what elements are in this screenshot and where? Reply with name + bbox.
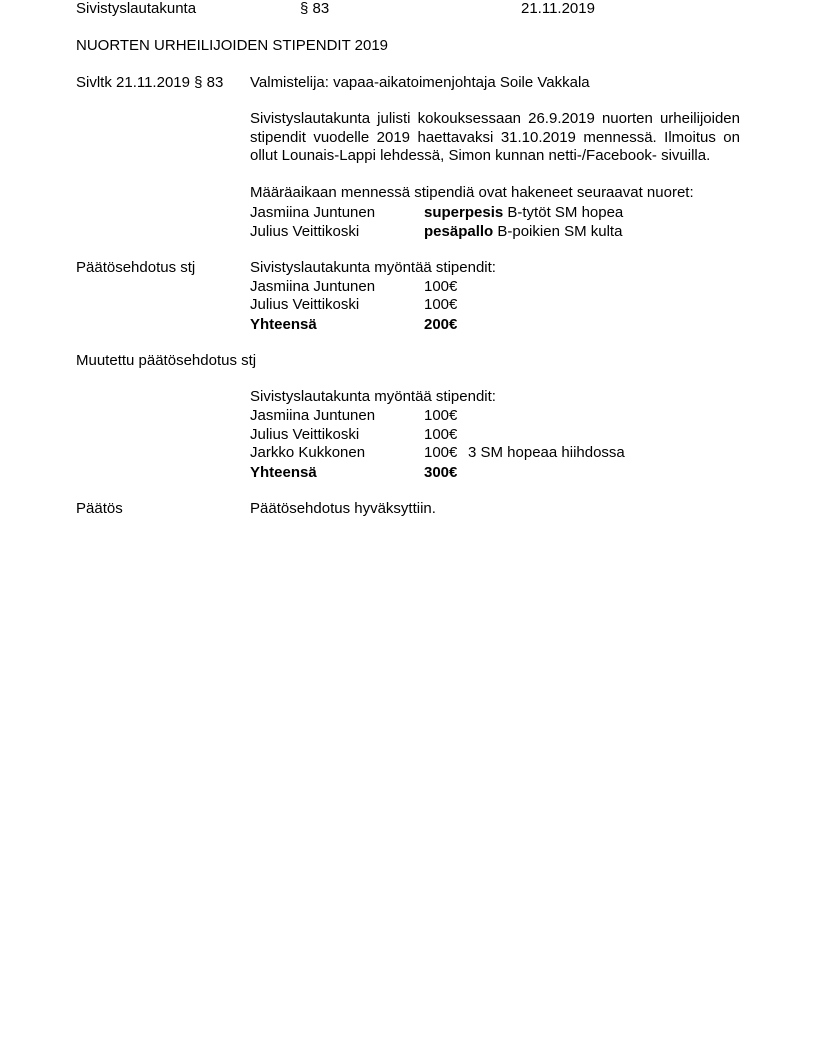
proposal-row-amount: 100€ — [424, 296, 458, 313]
modified-proposal-intro: Sivistyslautakunta myöntää stipendit: — [250, 388, 496, 405]
applicant-achievement: B-tytöt SM hopea — [503, 204, 624, 221]
applicant-detail — [424, 223, 622, 241]
applicant-sport: pesäpallo — [424, 223, 494, 240]
proposal-total-label: Yhteensä — [250, 316, 317, 333]
applicants-intro: Määräaikaan mennessä stipendiä ovat hakeneet seuraavat nuoret: — [250, 184, 694, 201]
proposal-total: 200€ — [424, 316, 458, 333]
proposal-intro: Sivistyslautakunta myöntää stipendit: — [250, 259, 496, 276]
applicant-name: Jasmiina Juntunen — [250, 204, 376, 221]
committee-name: Sivistyslautakunta — [76, 0, 197, 17]
modified-proposal-label: Muutettu päätösehdotus stj — [76, 352, 257, 369]
modified-row-name: Jasmiina Juntunen — [250, 407, 376, 424]
proposal-row-name: Jasmiina Juntunen — [250, 278, 376, 295]
modified-total: 300€ — [424, 464, 458, 481]
modified-row-amount: 100€ — [424, 426, 458, 443]
modified-total-label: Yhteensä — [250, 464, 317, 481]
meeting-date: 21.11.2019 — [521, 0, 595, 17]
applicant-achievement: B-poikien SM kulta — [493, 223, 623, 240]
document-title: NUORTEN URHEILIJOIDEN STIPENDIT 2019 — [76, 37, 389, 54]
applicant-sport: superpesis — [424, 204, 504, 221]
intro-paragraph: Sivistyslautakunta julisti kokouksessaan 26.9.2019 nuorten urheilijoiden stipendit vuodelle 2019 haettavaksi 31.10.2019 mennessä. Ilmoitus on ollut Lounais-Lappi lehdessä, Simon kunnan netti-/Facebook- sivuilla. — [250, 110, 740, 164]
section-number: § 83 — [300, 0, 330, 17]
modified-row-name: Julius Veittikoski — [250, 426, 360, 443]
modified-row-note: 3 SM hopeaa hiihdossa — [468, 444, 625, 461]
preparer: Valmistelija: vapaa-aikatoimenjohtaja Soile Vakkala — [250, 74, 590, 91]
modified-row-amount: 100€ — [424, 407, 458, 424]
modified-row-name: Jarkko Kukkonen — [250, 444, 366, 461]
modified-row-amount: 100€ — [424, 444, 458, 461]
proposal-row-amount: 100€ — [424, 278, 458, 295]
proposal-row-name: Julius Veittikoski — [250, 296, 360, 313]
applicant-name: Julius Veittikoski — [250, 223, 360, 240]
applicant-detail — [424, 204, 623, 222]
decision-label: Päätös — [76, 500, 123, 517]
reference-label: Sivltk 21.11.2019 § 83 — [76, 74, 224, 91]
decision-text: Päätösehdotus hyväksyttiin. — [250, 500, 436, 517]
proposal-label: Päätösehdotus stj — [76, 259, 196, 276]
